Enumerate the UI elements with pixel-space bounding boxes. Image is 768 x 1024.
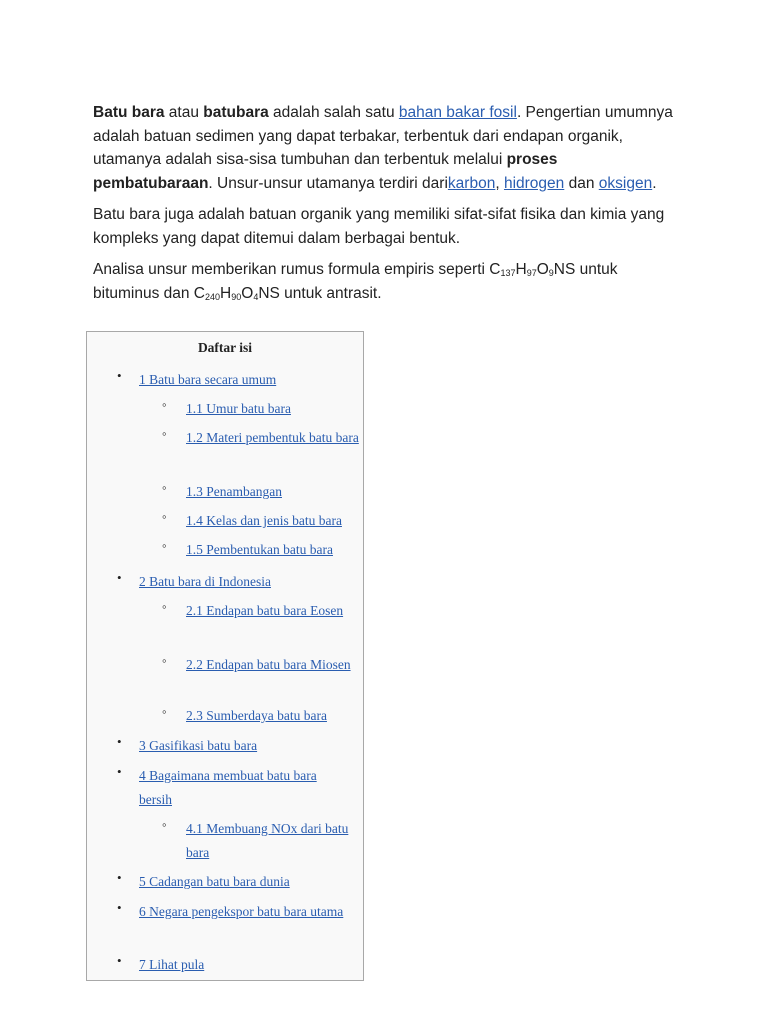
toc-link[interactable]: 1.1 Umur batu bara xyxy=(186,401,291,416)
circle-bullet-icon: ◦ xyxy=(162,538,167,553)
toc-item[interactable] xyxy=(117,734,349,758)
toc-item[interactable] xyxy=(162,397,366,421)
disc-bullet-icon: • xyxy=(117,953,122,968)
toc-item[interactable] xyxy=(117,870,349,894)
link-hidrogen[interactable]: hidrogen xyxy=(503,174,565,192)
toc-link[interactable]: 4 Bagaimana membuat batu bara bersih xyxy=(139,768,317,807)
term-proses-pembatubaraan: proses pembatubaraan xyxy=(93,151,558,192)
toc-link[interactable]: 1.2 Materi pembentuk batu bara xyxy=(186,430,359,445)
toc-link[interactable]: 2.2 Endapan batu bara Miosen xyxy=(186,657,351,672)
link-karbon[interactable]: karbon xyxy=(447,174,496,192)
toc-link[interactable]: 7 Lihat pula xyxy=(139,957,205,972)
toc-link[interactable]: 1.4 Kelas dan jenis batu bara xyxy=(186,513,342,528)
toc-link[interactable]: 3 Gasifikasi batu bara xyxy=(139,738,258,753)
toc-item[interactable] xyxy=(162,653,366,677)
circle-bullet-icon: ◦ xyxy=(162,509,167,524)
term-batu-bara: Batu bara xyxy=(93,104,165,121)
article-body xyxy=(93,101,673,313)
disc-bullet-icon: • xyxy=(117,368,122,383)
disc-bullet-icon: • xyxy=(117,764,122,779)
toc-item[interactable] xyxy=(117,570,349,594)
toc-item[interactable] xyxy=(117,764,349,812)
toc-item[interactable] xyxy=(162,480,366,504)
toc-item[interactable] xyxy=(162,599,366,623)
toc-link[interactable]: 2 Batu bara di Indonesia xyxy=(139,574,271,589)
circle-bullet-icon: ◦ xyxy=(162,426,167,441)
toc-link[interactable]: 1 Batu bara secara umum xyxy=(139,372,277,387)
toc-item[interactable] xyxy=(117,368,349,392)
toc-link[interactable]: 1.5 Pembentukan batu bara xyxy=(186,542,333,557)
toc-link[interactable]: 4.1 Membuang NOx dari batu bara xyxy=(186,821,349,860)
toc-item[interactable] xyxy=(162,817,366,865)
toc-item[interactable] xyxy=(162,509,366,533)
toc-item[interactable] xyxy=(162,426,366,450)
link-bahan-bakar-fosil[interactable]: bahan bakar fosil xyxy=(398,104,517,121)
toc-item[interactable] xyxy=(117,900,349,924)
toc-link[interactable]: 6 Negara pengekspor batu bara utama xyxy=(139,904,344,919)
circle-bullet-icon: ◦ xyxy=(162,599,167,614)
term-batubara: batubara xyxy=(203,104,269,121)
toc-item[interactable] xyxy=(162,704,366,728)
table-of-contents xyxy=(86,331,364,981)
circle-bullet-icon: ◦ xyxy=(162,397,167,412)
toc-title: Daftar isi xyxy=(197,340,253,355)
disc-bullet-icon: • xyxy=(117,900,122,915)
toc-link[interactable]: 5 Cadangan batu bara dunia xyxy=(139,874,290,889)
paragraph-formula: Analisa unsur memberikan rumus formula empiris seperti $C_{137}H_{97}O_9NS$ untuk bituminus dan $C_{240}H_{90}O_4NS$ untuk antrasit. xyxy=(93,261,618,302)
circle-bullet-icon: ◦ xyxy=(162,653,167,668)
circle-bullet-icon: ◦ xyxy=(162,817,167,832)
paragraph-intro: Batu bara atau batubara adalah salah satu bahan bakar fosil. Pengertian umumnya adalah batuan sedimen yang dapat terbakar, terbentuk dari endapan organik, utamanya adalah sisa-sisa tumbuhan dan terbentuk melalui proses pembatubaraan. Unsur-unsur utamanya terdiri darikarbon, hidrogen dan oksigen. xyxy=(93,104,673,192)
toc-item[interactable] xyxy=(162,538,366,562)
disc-bullet-icon: • xyxy=(117,570,122,585)
toc-link[interactable]: 2.1 Endapan batu bara Eosen xyxy=(186,603,344,618)
toc-link[interactable]: 2.3 Sumberdaya batu bara xyxy=(186,708,327,723)
toc-item[interactable] xyxy=(117,953,349,977)
circle-bullet-icon: ◦ xyxy=(162,480,167,495)
disc-bullet-icon: • xyxy=(117,734,122,749)
disc-bullet-icon: • xyxy=(117,870,122,885)
toc-link[interactable]: 1.3 Penambangan xyxy=(186,484,282,499)
paragraph-organic: Batu bara juga adalah batuan organik yang memiliki sifat-sifat fisika dan kimia yang kompleks yang dapat ditemui dalam berbagai bentuk. xyxy=(93,206,665,247)
circle-bullet-icon: ◦ xyxy=(162,704,167,719)
link-oksigen[interactable]: oksigen xyxy=(598,174,653,192)
